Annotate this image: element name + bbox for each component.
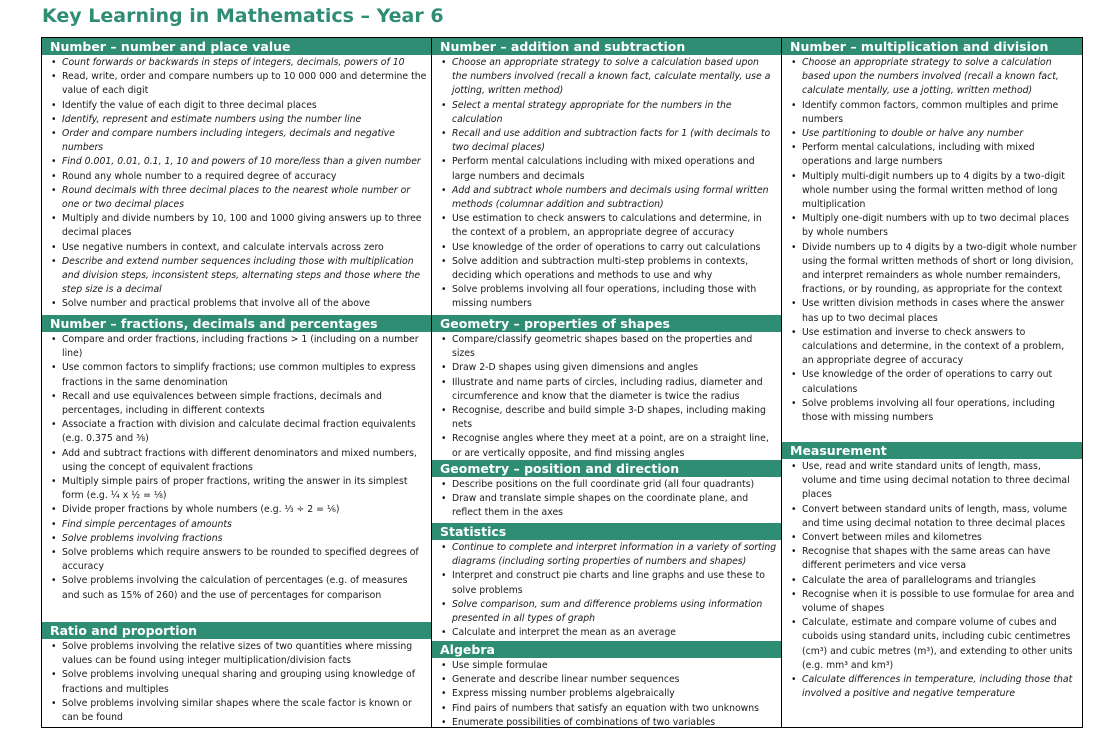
list-item: • Count forwards or backwards in steps of integers, decimals, powers of 10 [62, 56, 427, 70]
list-item: • Calculate, estimate and compare volume of cubes and cuboids using standard units, including cubic centimetres (cm³) and cubic metres (m³), and extending to other units (e.g. mm³ and km³) [802, 616, 1078, 673]
list-item: • Use common factors to simplify fractions; use common multiples to express fractions in the same denomination [62, 361, 427, 389]
list-item: • Multiply and divide numbers by 10, 100 and 1000 giving answers up to three decimal places [62, 212, 427, 240]
list-item: • Convert between miles and kilometres [802, 531, 1078, 545]
list-item: • Use simple formulae [452, 659, 777, 673]
list-item: • Solve problems involving similar shapes where the scale factor is known or can be found [62, 697, 427, 725]
list-item: • Use negative numbers in context, and calculate intervals across zero [62, 241, 427, 255]
list-item: • Multiply one-digit numbers with up to two decimal places by whole numbers [802, 212, 1078, 240]
list-item: • Express missing number problems algebraically [452, 687, 777, 701]
list-item: • Continue to complete and interpret information in a variety of sorting diagrams (including sorting properties of numbers and shapes) [452, 541, 777, 569]
section-statistics [432, 523, 781, 641]
list-item: • Recognise that shapes with the same areas can have different perimeters and vice versa [802, 545, 1078, 573]
list-item: • Find simple percentages of amounts [62, 518, 427, 532]
list-item: • Solve problems involving unequal sharing and grouping using knowledge of fractions and multiples [62, 668, 427, 696]
section-heading: Geometry – properties of shapes [432, 315, 781, 332]
list-item: • Choose an appropriate strategy to solve a calculation based upon the numbers involved (recall a known fact, calculate mentally, use a jotting, written method) [452, 56, 777, 99]
item-list [42, 639, 431, 725]
column-1 [41, 37, 432, 728]
list-item: • Multiply simple pairs of proper fractions, writing the answer in its simplest form (e.g. ¼ x ½ = ⅛) [62, 475, 427, 503]
section-heading: Number – fractions, decimals and percentages [42, 315, 431, 332]
item-list [42, 332, 431, 603]
list-item: • Compare and order fractions, including fractions > 1 (including on a number line) [62, 333, 427, 361]
list-item: • Calculate and interpret the mean as an average [452, 626, 777, 640]
list-item: • Divide proper fractions by whole numbers (e.g. ⅓ ÷ 2 = ⅙) [62, 503, 427, 517]
item-list [432, 658, 781, 728]
column-3 [781, 37, 1083, 728]
list-item: • Multiply multi-digit numbers up to 4 digits by a two-digit whole number using the formal written method of long multiplication [802, 170, 1078, 213]
list-item: • Select a mental strategy appropriate for the numbers in the calculation [452, 99, 777, 127]
list-item: • Solve number and practical problems that involve all of the above [62, 297, 427, 311]
list-item: • Solve problems involving fractions [62, 532, 427, 546]
list-item: • Convert between standard units of length, mass, volume and time using decimal notation to three decimal places [802, 503, 1078, 531]
item-list [432, 477, 781, 521]
list-item: • Interpret and construct pie charts and line graphs and use these to solve problems [452, 569, 777, 597]
list-item: • Recognise, describe and build simple 3-D shapes, including making nets [452, 404, 777, 432]
list-item: • Describe positions on the full coordinate grid (all four quadrants) [452, 478, 777, 492]
list-item: • Read, write, order and compare numbers up to 10 000 000 and determine the value of each digit [62, 70, 427, 98]
list-item: • Add and subtract whole numbers and decimals using formal written methods (columnar addition and subtraction) [452, 184, 777, 212]
list-item: • Solve problems involving all four operations, including those with missing numbers [802, 397, 1078, 425]
section-properties-of-shapes [432, 315, 781, 460]
item-list [432, 540, 781, 640]
item-list [782, 55, 1082, 425]
list-item: • Calculate the area of parallelograms and triangles [802, 574, 1078, 588]
list-item: • Use estimation to check answers to calculations and determine, in the context of a problem, an appropriate degree of accuracy [452, 212, 777, 240]
column-2 [431, 37, 782, 728]
list-item: • Add and subtract fractions with different denominators and mixed numbers, using the concept of equivalent fractions [62, 447, 427, 475]
section-heading: Number – multiplication and division [782, 38, 1082, 55]
section-heading: Algebra [432, 641, 781, 658]
list-item: • Use partitioning to double or halve any number [802, 127, 1078, 141]
section-multiplication-division [782, 38, 1082, 442]
list-item: • Solve problems involving the calculation of percentages (e.g. of measures and such as 15% of 260) and the use of percentages for comparison [62, 574, 427, 602]
list-item: • Identify, represent and estimate numbers using the number line [62, 113, 427, 127]
list-item: • Solve comparison, sum and difference problems using information presented in all types of graph [452, 598, 777, 626]
list-item: • Solve addition and subtraction multi-step problems in contexts, deciding which operations and methods to use and why [452, 255, 777, 283]
section-measurement [782, 442, 1082, 728]
section-place-value [42, 38, 431, 315]
list-item: • Use estimation and inverse to check answers to calculations and determine, in the context of a problem, an appropriate degree of accuracy [802, 326, 1078, 369]
list-item: • Perform mental calculations including with mixed operations and large numbers and decimals [452, 155, 777, 183]
list-item: • Find 0.001, 0.01, 0.1, 1, 10 and powers of 10 more/less than a given number [62, 155, 427, 169]
section-fractions [42, 315, 431, 622]
list-item: • Solve problems which require answers to be rounded to specified degrees of accuracy [62, 546, 427, 574]
list-item: • Solve problems involving all four operations, including those with missing numbers [452, 283, 777, 311]
list-item: • Recognise when it is possible to use formulae for area and volume of shapes [802, 588, 1078, 616]
list-item: • Round any whole number to a required degree of accuracy [62, 170, 427, 184]
list-item: • Generate and describe linear number sequences [452, 673, 777, 687]
section-heading: Geometry – position and direction [432, 460, 781, 477]
list-item: • Enumerate possibilities of combinations of two variables [452, 716, 777, 728]
list-item: • Order and compare numbers including integers, decimals and negative numbers [62, 127, 427, 155]
list-item: • Divide numbers up to 4 digits by a two-digit whole number using the formal written methods of short or long division, and interpret remainders as whole number remainders, fractions, or by rounding, as appropriate for the context [802, 241, 1078, 298]
section-addition-subtraction [432, 38, 781, 315]
item-list [432, 332, 781, 460]
list-item: • Solve problems involving the relative sizes of two quantities where missing values can be found using integer multiplication/division facts [62, 640, 427, 668]
item-list [432, 55, 781, 312]
list-item: • Choose an appropriate strategy to solve a calculation based upon the numbers involved (recall a known fact, calculate mentally, use a jotting, written method) [802, 56, 1078, 99]
list-item: • Perform mental calculations, including with mixed operations and large numbers [802, 141, 1078, 169]
list-item: • Calculate differences in temperature, including those that involved a positive and negative temperature [802, 673, 1078, 701]
section-heading: Number – number and place value [42, 38, 431, 55]
page-title: Key Learning in Mathematics – Year 6 [42, 5, 444, 27]
item-list [782, 459, 1082, 701]
list-item: • Associate a fraction with division and calculate decimal fraction equivalents (e.g. 0.375 and ⅜) [62, 418, 427, 446]
section-heading: Number – addition and subtraction [432, 38, 781, 55]
list-item: • Round decimals with three decimal places to the nearest whole number or one or two decimal places [62, 184, 427, 212]
list-item: • Recall and use addition and subtraction facts for 1 (with decimals to two decimal places) [452, 127, 777, 155]
section-heading: Ratio and proportion [42, 622, 431, 639]
section-heading: Statistics [432, 523, 781, 540]
list-item: • Recall and use equivalences between simple fractions, decimals and percentages, including in different contexts [62, 390, 427, 418]
item-list [42, 55, 431, 312]
section-ratio [42, 622, 431, 728]
list-item: • Identify the value of each digit to three decimal places [62, 99, 427, 113]
list-item: • Recognise angles where they meet at a point, are on a straight line, or are vertically opposite, and find missing angles [452, 432, 777, 460]
list-item: • Use knowledge of the order of operations to carry out calculations [452, 241, 777, 255]
list-item: • Identify common factors, common multiples and prime numbers [802, 99, 1078, 127]
list-item: • Draw and translate simple shapes on the coordinate plane, and reflect them in the axes [452, 492, 777, 520]
section-position-direction [432, 460, 781, 523]
list-item: • Use knowledge of the order of operations to carry out calculations [802, 368, 1078, 396]
list-item: • Use, read and write standard units of length, mass, volume and time using decimal notation to three decimal places [802, 460, 1078, 503]
list-item: • Illustrate and name parts of circles, including radius, diameter and circumference and know that the diameter is twice the radius [452, 376, 777, 404]
section-algebra [432, 641, 781, 728]
list-item: • Find pairs of numbers that satisfy an equation with two unknowns [452, 702, 777, 716]
section-heading: Measurement [782, 442, 1082, 459]
list-item: • Use written division methods in cases where the answer has up to two decimal places [802, 297, 1078, 325]
list-item: • Describe and extend number sequences including those with multiplication and division steps, inconsistent steps, alternating steps and those where the step size is a decimal [62, 255, 427, 298]
list-item: • Draw 2-D shapes using given dimensions and angles [452, 361, 777, 375]
list-item: • Compare/classify geometric shapes based on the properties and sizes [452, 333, 777, 361]
